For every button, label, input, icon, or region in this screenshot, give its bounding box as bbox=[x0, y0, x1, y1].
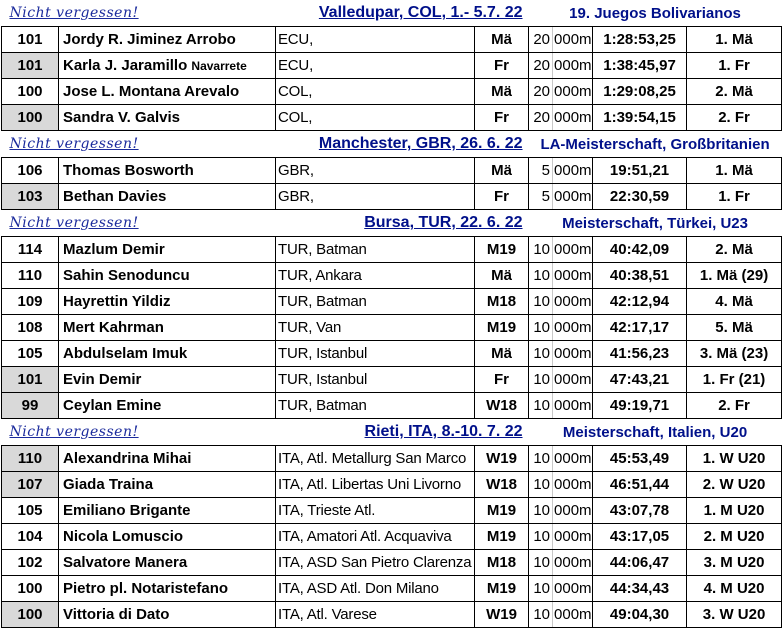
athlete-name-cell bbox=[59, 289, 276, 315]
section-venue: Manchester, GBR, 26. 6. 22 bbox=[276, 131, 529, 158]
distance-unit-cell: 000m bbox=[553, 237, 593, 263]
athlete-name: Hayrettin Yildiz bbox=[63, 293, 171, 310]
time-cell: 43:07,78 bbox=[593, 498, 687, 524]
points-cell: 100 bbox=[2, 602, 59, 628]
distance-cell: 20 bbox=[529, 27, 553, 53]
points-cell: 100 bbox=[2, 105, 59, 131]
time-cell: 44:06,47 bbox=[593, 550, 687, 576]
club-cell: COL, bbox=[276, 79, 475, 105]
distance-unit-cell: 000m bbox=[553, 158, 593, 184]
time-cell: 1:39:54,15 bbox=[593, 105, 687, 131]
points-cell: 108 bbox=[2, 315, 59, 341]
time-cell: 40:42,09 bbox=[593, 237, 687, 263]
athlete-name: Karla J. Jaramillo bbox=[63, 57, 192, 74]
time-cell: 19:51,21 bbox=[593, 158, 687, 184]
athlete-name-cell bbox=[59, 263, 276, 289]
category-cell: Fr bbox=[475, 105, 529, 131]
distance-unit-cell: 000m bbox=[553, 27, 593, 53]
place-cell: 4. M U20 bbox=[687, 576, 782, 602]
table-row bbox=[2, 237, 782, 263]
category-cell: Fr bbox=[475, 53, 529, 79]
points-cell: 100 bbox=[2, 79, 59, 105]
distance-unit-cell: 000m bbox=[553, 315, 593, 341]
athlete-name: Jordy R. Jiminez Arrobo bbox=[63, 31, 236, 48]
points-cell: 105 bbox=[2, 498, 59, 524]
distance-cell: 10 bbox=[529, 315, 553, 341]
points-cell: 109 bbox=[2, 289, 59, 315]
category-cell: Fr bbox=[475, 367, 529, 393]
time-cell: 1:29:08,25 bbox=[593, 79, 687, 105]
place-cell: 1. Fr (21) bbox=[687, 367, 782, 393]
time-cell: 45:53,49 bbox=[593, 446, 687, 472]
category-cell: W18 bbox=[475, 472, 529, 498]
table-row bbox=[2, 53, 782, 79]
distance-cell: 10 bbox=[529, 289, 553, 315]
points-cell: 110 bbox=[2, 263, 59, 289]
athlete-name: Pietro pl. Notaristefano bbox=[63, 580, 229, 597]
table-row bbox=[2, 550, 782, 576]
reminder-label: Nicht vergessen! bbox=[2, 0, 276, 27]
distance-unit-cell: 000m bbox=[553, 367, 593, 393]
club-cell: ECU, bbox=[276, 53, 475, 79]
athlete-name-cell bbox=[59, 446, 276, 472]
athlete-name-cell bbox=[59, 237, 276, 263]
category-cell: Mä bbox=[475, 263, 529, 289]
category-cell: M19 bbox=[475, 237, 529, 263]
athlete-name: Sandra V. Galvis bbox=[63, 109, 181, 126]
section-venue: Valledupar, COL, 1.- 5.7. 22 bbox=[276, 0, 529, 27]
category-cell: M19 bbox=[475, 498, 529, 524]
club-cell: ITA, ASD Atl. Don Milano bbox=[276, 576, 475, 602]
time-cell: 43:17,05 bbox=[593, 524, 687, 550]
table-row bbox=[2, 367, 782, 393]
distance-cell: 20 bbox=[529, 79, 553, 105]
distance-unit-cell: 000m bbox=[553, 550, 593, 576]
points-cell: 104 bbox=[2, 524, 59, 550]
place-cell: 2. Mä bbox=[687, 237, 782, 263]
athlete-name: Sahin Senoduncu bbox=[63, 267, 190, 284]
distance-unit-cell: 000m bbox=[553, 341, 593, 367]
club-cell: ITA, ASD San Pietro Clarenza bbox=[276, 550, 475, 576]
section-header bbox=[2, 131, 782, 158]
athlete-name-cell bbox=[59, 602, 276, 628]
time-cell: 1:38:45,97 bbox=[593, 53, 687, 79]
category-cell: Fr bbox=[475, 184, 529, 210]
club-cell: ITA, Atl. Varese bbox=[276, 602, 475, 628]
distance-cell: 20 bbox=[529, 105, 553, 131]
athlete-name: Alexandrina Mihai bbox=[63, 450, 192, 467]
distance-unit-cell: 000m bbox=[553, 602, 593, 628]
distance-cell: 5 bbox=[529, 184, 553, 210]
club-cell: TUR, Batman bbox=[276, 237, 475, 263]
athlete-name: Evin Demir bbox=[63, 371, 142, 388]
points-cell: 103 bbox=[2, 184, 59, 210]
distance-unit-cell: 000m bbox=[553, 79, 593, 105]
table-row bbox=[2, 79, 782, 105]
points-cell: 107 bbox=[2, 472, 59, 498]
category-cell: M18 bbox=[475, 550, 529, 576]
distance-cell: 10 bbox=[529, 393, 553, 419]
distance-cell: 10 bbox=[529, 367, 553, 393]
section-header bbox=[2, 0, 782, 27]
category-cell: Mä bbox=[475, 341, 529, 367]
athlete-name-cell bbox=[59, 79, 276, 105]
table-row bbox=[2, 315, 782, 341]
table-row bbox=[2, 393, 782, 419]
distance-unit-cell: 000m bbox=[553, 446, 593, 472]
time-cell: 47:43,21 bbox=[593, 367, 687, 393]
place-cell: 1. Mä (29) bbox=[687, 263, 782, 289]
athlete-name-cell bbox=[59, 393, 276, 419]
table-row bbox=[2, 576, 782, 602]
distance-cell: 10 bbox=[529, 602, 553, 628]
time-cell: 49:19,71 bbox=[593, 393, 687, 419]
athlete-name-cell bbox=[59, 53, 276, 79]
reminder-label: Nicht vergessen! bbox=[2, 210, 276, 237]
athlete-name: Emiliano Brigante bbox=[63, 502, 191, 519]
distance-unit-cell: 000m bbox=[553, 472, 593, 498]
section-header bbox=[2, 419, 782, 446]
club-cell: ITA, Atl. Metallurg San Marco bbox=[276, 446, 475, 472]
distance-cell: 10 bbox=[529, 550, 553, 576]
distance-cell: 10 bbox=[529, 472, 553, 498]
category-cell: M19 bbox=[475, 524, 529, 550]
athlete-name-cell bbox=[59, 550, 276, 576]
athlete-name-cell bbox=[59, 498, 276, 524]
club-cell: ECU, bbox=[276, 27, 475, 53]
distance-cell: 10 bbox=[529, 237, 553, 263]
distance-unit-cell: 000m bbox=[553, 184, 593, 210]
table-row bbox=[2, 263, 782, 289]
section-venue: Rieti, ITA, 8.-10. 7. 22 bbox=[276, 419, 529, 446]
athlete-name: Mert Kahrman bbox=[63, 319, 164, 336]
club-cell: COL, bbox=[276, 105, 475, 131]
distance-cell: 10 bbox=[529, 263, 553, 289]
section-event: 19. Juegos Bolivarianos bbox=[529, 0, 782, 27]
distance-cell: 10 bbox=[529, 446, 553, 472]
category-cell: W19 bbox=[475, 602, 529, 628]
reminder-label: Nicht vergessen! bbox=[2, 419, 276, 446]
place-cell: 1. W U20 bbox=[687, 446, 782, 472]
club-cell: GBR, bbox=[276, 184, 475, 210]
points-cell: 110 bbox=[2, 446, 59, 472]
category-cell: M19 bbox=[475, 315, 529, 341]
section-venue: Bursa, TUR, 22. 6. 22 bbox=[276, 210, 529, 237]
athlete-name: Nicola Lomuscio bbox=[63, 528, 184, 545]
time-cell: 46:51,44 bbox=[593, 472, 687, 498]
points-cell: 101 bbox=[2, 367, 59, 393]
section-event: Meisterschaft, Türkei, U23 bbox=[529, 210, 782, 237]
category-cell: Mä bbox=[475, 27, 529, 53]
table-row bbox=[2, 184, 782, 210]
athlete-name-cell bbox=[59, 158, 276, 184]
points-cell: 100 bbox=[2, 576, 59, 602]
place-cell: 1. Mä bbox=[687, 27, 782, 53]
table-row bbox=[2, 341, 782, 367]
points-cell: 102 bbox=[2, 550, 59, 576]
time-cell: 41:56,23 bbox=[593, 341, 687, 367]
place-cell: 1. Fr bbox=[687, 184, 782, 210]
athlete-name-cell bbox=[59, 472, 276, 498]
points-cell: 105 bbox=[2, 341, 59, 367]
table-row bbox=[2, 498, 782, 524]
category-cell: Mä bbox=[475, 79, 529, 105]
club-cell: TUR, Istanbul bbox=[276, 341, 475, 367]
distance-unit-cell: 000m bbox=[553, 498, 593, 524]
time-cell: 44:34,43 bbox=[593, 576, 687, 602]
club-cell: TUR, Ankara bbox=[276, 263, 475, 289]
distance-unit-cell: 000m bbox=[553, 524, 593, 550]
place-cell: 2. Mä bbox=[687, 79, 782, 105]
time-cell: 42:12,94 bbox=[593, 289, 687, 315]
club-cell: GBR, bbox=[276, 158, 475, 184]
time-cell: 1:28:53,25 bbox=[593, 27, 687, 53]
results-table bbox=[1, 0, 782, 628]
table-row bbox=[2, 289, 782, 315]
athlete-name-cell bbox=[59, 367, 276, 393]
place-cell: 2. M U20 bbox=[687, 524, 782, 550]
athlete-name: Vittoria di Dato bbox=[63, 606, 170, 623]
club-cell: ITA, Amatori Atl. Acquaviva bbox=[276, 524, 475, 550]
points-cell: 101 bbox=[2, 53, 59, 79]
category-cell: Mä bbox=[475, 158, 529, 184]
place-cell: 1. M U20 bbox=[687, 498, 782, 524]
distance-cell: 10 bbox=[529, 498, 553, 524]
athlete-name: Mazlum Demir bbox=[63, 241, 165, 258]
club-cell: TUR, Batman bbox=[276, 393, 475, 419]
distance-cell: 5 bbox=[529, 158, 553, 184]
athlete-name-cell bbox=[59, 184, 276, 210]
athlete-name-cell bbox=[59, 524, 276, 550]
distance-cell: 10 bbox=[529, 341, 553, 367]
club-cell: ITA, Trieste Atl. bbox=[276, 498, 475, 524]
table-row bbox=[2, 524, 782, 550]
athlete-name-cell bbox=[59, 27, 276, 53]
distance-unit-cell: 000m bbox=[553, 263, 593, 289]
distance-unit-cell: 000m bbox=[553, 289, 593, 315]
section-event: Meisterschaft, Italien, U20 bbox=[529, 419, 782, 446]
athlete-name: Abdulselam Imuk bbox=[63, 345, 188, 362]
athlete-name: Jose L. Montana Arevalo bbox=[63, 83, 240, 100]
category-cell: M19 bbox=[475, 576, 529, 602]
athlete-name-extra: Navarrete bbox=[191, 59, 247, 73]
table-row bbox=[2, 27, 782, 53]
place-cell: 3. Mä (23) bbox=[687, 341, 782, 367]
distance-unit-cell: 000m bbox=[553, 393, 593, 419]
time-cell: 49:04,30 bbox=[593, 602, 687, 628]
athlete-name-cell bbox=[59, 315, 276, 341]
time-cell: 22:30,59 bbox=[593, 184, 687, 210]
table-row bbox=[2, 602, 782, 628]
athlete-name-cell bbox=[59, 105, 276, 131]
table-row bbox=[2, 158, 782, 184]
distance-cell: 10 bbox=[529, 576, 553, 602]
athlete-name: Thomas Bosworth bbox=[63, 162, 194, 179]
distance-unit-cell: 000m bbox=[553, 105, 593, 131]
category-cell: W19 bbox=[475, 446, 529, 472]
section-header bbox=[2, 210, 782, 237]
distance-unit-cell: 000m bbox=[553, 53, 593, 79]
category-cell: M18 bbox=[475, 289, 529, 315]
place-cell: 2. Fr bbox=[687, 105, 782, 131]
points-cell: 99 bbox=[2, 393, 59, 419]
place-cell: 3. M U20 bbox=[687, 550, 782, 576]
athlete-name-cell bbox=[59, 576, 276, 602]
section-event: LA-Meisterschaft, Großbritanien bbox=[529, 131, 782, 158]
points-cell: 114 bbox=[2, 237, 59, 263]
place-cell: 2. W U20 bbox=[687, 472, 782, 498]
place-cell: 1. Mä bbox=[687, 158, 782, 184]
athlete-name: Bethan Davies bbox=[63, 188, 167, 205]
athlete-name: Giada Traina bbox=[63, 476, 154, 493]
distance-cell: 10 bbox=[529, 524, 553, 550]
athlete-name-cell bbox=[59, 341, 276, 367]
athlete-name: Salvatore Manera bbox=[63, 554, 188, 571]
table-row bbox=[2, 472, 782, 498]
club-cell: TUR, Batman bbox=[276, 289, 475, 315]
place-cell: 4. Mä bbox=[687, 289, 782, 315]
time-cell: 40:38,51 bbox=[593, 263, 687, 289]
time-cell: 42:17,17 bbox=[593, 315, 687, 341]
club-cell: TUR, Van bbox=[276, 315, 475, 341]
table-row bbox=[2, 446, 782, 472]
club-cell: ITA, Atl. Libertas Uni Livorno bbox=[276, 472, 475, 498]
club-cell: TUR, Istanbul bbox=[276, 367, 475, 393]
place-cell: 1. Fr bbox=[687, 53, 782, 79]
place-cell: 2. Fr bbox=[687, 393, 782, 419]
points-cell: 101 bbox=[2, 27, 59, 53]
table-row bbox=[2, 105, 782, 131]
athlete-name: Ceylan Emine bbox=[63, 397, 162, 414]
reminder-label: Nicht vergessen! bbox=[2, 131, 276, 158]
distance-cell: 20 bbox=[529, 53, 553, 79]
place-cell: 3. W U20 bbox=[687, 602, 782, 628]
distance-unit-cell: 000m bbox=[553, 576, 593, 602]
points-cell: 106 bbox=[2, 158, 59, 184]
category-cell: W18 bbox=[475, 393, 529, 419]
place-cell: 5. Mä bbox=[687, 315, 782, 341]
